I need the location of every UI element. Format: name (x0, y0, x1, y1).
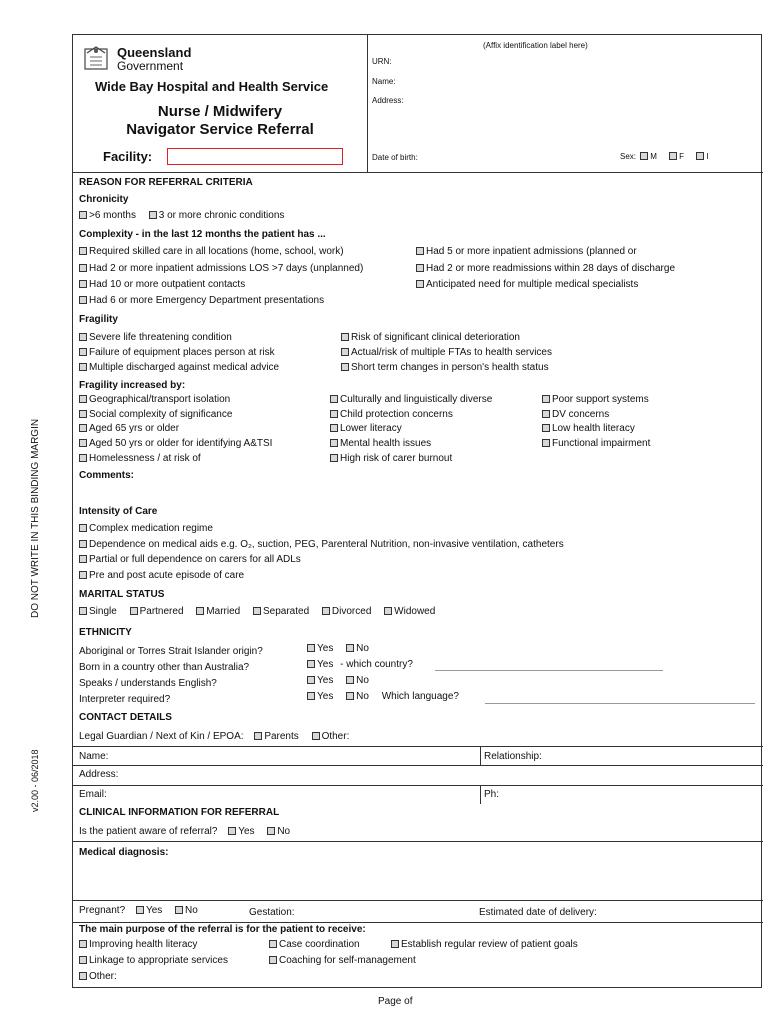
complexity-item (416, 279, 638, 290)
option-label: No (185, 905, 198, 916)
sex-m-checkbox[interactable] (640, 152, 648, 160)
checkbox[interactable] (253, 607, 261, 615)
option-label: High risk of carer burnout (340, 453, 453, 464)
checkbox[interactable] (542, 424, 550, 432)
urn-label: URN: (372, 57, 392, 66)
checkbox[interactable] (196, 607, 204, 615)
fi-item (79, 453, 201, 464)
guardian-row (79, 731, 349, 742)
checkbox[interactable] (79, 348, 87, 356)
option-label: Coaching for self-management (279, 955, 416, 966)
checkbox[interactable] (330, 424, 338, 432)
option-label: Risk of significant clinical deterioration (351, 332, 520, 343)
checkbox[interactable] (416, 280, 424, 288)
checkbox[interactable] (79, 264, 87, 272)
complexity-item (79, 279, 245, 290)
version-label: v2.00 - 06/2018 (30, 749, 40, 812)
q2-answers (307, 659, 413, 670)
queensland-crest-icon (81, 43, 111, 73)
referral-form (72, 34, 762, 988)
option-label: Linkage to appropriate services (89, 955, 228, 966)
checkbox[interactable] (322, 607, 330, 615)
sex-f-label: F (679, 152, 685, 161)
dob-label: Date of birth: (372, 153, 418, 162)
option-label: Separated (262, 606, 310, 617)
option-label: Divorced (331, 606, 372, 617)
checkbox[interactable] (79, 333, 87, 341)
checkbox[interactable] (79, 211, 87, 219)
complexity-item (79, 263, 363, 274)
fi-item (542, 409, 609, 420)
option-label: Social complexity of significance (89, 409, 233, 420)
comments-label: Comments: (79, 470, 135, 481)
fragility-item (79, 347, 275, 358)
checkbox[interactable] (307, 644, 315, 652)
complexity-heading: Complexity - in the last 12 months the patient has ... (79, 229, 326, 240)
purpose-item (79, 971, 117, 982)
checkbox[interactable] (269, 940, 277, 948)
checkbox[interactable] (542, 439, 550, 447)
checkbox[interactable] (330, 454, 338, 462)
option-label: Other: (321, 731, 350, 742)
checkbox[interactable] (391, 940, 399, 948)
option-label: Had 10 or more outpatient contacts (89, 279, 246, 290)
q4-answers (307, 691, 459, 702)
intensity-item (79, 523, 213, 534)
option-label: Yes (317, 691, 334, 702)
intensity-item (79, 570, 244, 581)
option-label: Lower literacy (340, 423, 402, 434)
fragility-heading: Fragility (79, 314, 118, 325)
option-label: Low health literacy (552, 423, 635, 434)
fragility-item (341, 347, 552, 358)
option-label: Case coordination (279, 939, 360, 950)
fi-item (542, 438, 650, 449)
diagnosis-field[interactable] (79, 861, 755, 897)
option-label: Required skilled care in all locations (home, school, work) (89, 246, 344, 257)
chronicity-row (79, 210, 284, 221)
language-line[interactable] (485, 703, 755, 704)
contact-name-label: Name: (79, 751, 109, 762)
sex-i-label: I (706, 152, 709, 161)
complexity-item (416, 246, 637, 257)
option-label: No (356, 675, 369, 686)
comments-field[interactable] (79, 485, 755, 505)
checkbox[interactable] (175, 906, 183, 914)
ethnicity-q3: Speaks / understands English? (79, 678, 217, 689)
aware-label: Is the patient aware of referral? (79, 826, 218, 837)
option-label: Establish regular review of patient goals (401, 939, 578, 950)
checkbox[interactable] (79, 607, 87, 615)
option-label: Actual/risk of multiple FTAs to health services (351, 347, 552, 358)
option-label: No (356, 691, 369, 702)
intensity-item (79, 539, 564, 550)
checkbox[interactable] (416, 247, 424, 255)
reason-title: REASON FOR REFERRAL CRITERIA (79, 177, 253, 188)
name-label: Name: (372, 77, 396, 86)
checkbox[interactable] (542, 395, 550, 403)
address-label: Address: (372, 96, 404, 105)
checkbox[interactable] (79, 424, 87, 432)
fi-item (79, 423, 179, 434)
checkbox[interactable] (341, 363, 349, 371)
fragility-item (341, 332, 520, 343)
option-label: Homelessness / at risk of (89, 453, 201, 464)
intensity-item (79, 554, 301, 565)
fi-item (330, 423, 402, 434)
ethnicity-q4: Interpreter required? (79, 694, 171, 705)
option-label: Had 2 or more readmissions within 28 days of discharge (426, 263, 676, 274)
fragility-item (341, 362, 549, 373)
checkbox[interactable] (330, 439, 338, 447)
option-label: Mental health issues (340, 438, 432, 449)
checkbox[interactable] (228, 827, 236, 835)
option-label: Had 2 or more inpatient admissions LOS >7 days (unplanned) (89, 263, 364, 274)
checkbox[interactable] (346, 692, 354, 700)
sex-f-checkbox[interactable] (669, 152, 677, 160)
option-label: Partnered (139, 606, 184, 617)
checkbox[interactable] (79, 410, 87, 418)
clinical-heading: CLINICAL INFORMATION FOR REFERRAL (79, 807, 280, 818)
option-label: Multiple discharged against medical advice (89, 362, 280, 373)
purpose-item (79, 955, 228, 966)
form-header (73, 35, 763, 173)
option-label: Complex medication regime (89, 523, 213, 534)
q1-answers (307, 643, 369, 654)
fragility-item (79, 362, 279, 373)
checkbox[interactable] (79, 940, 87, 948)
checkbox[interactable] (79, 247, 87, 255)
option-label: Child protection concerns (340, 409, 453, 420)
complexity-item (79, 246, 344, 257)
option-label: Married (206, 606, 241, 617)
purpose-item (79, 939, 197, 950)
which-country-label: - which country? (340, 659, 413, 670)
option-label: Parents (264, 731, 299, 742)
option-label: Failure of equipment places person at risk (89, 347, 275, 358)
complexity-item (416, 263, 675, 274)
checkbox[interactable] (346, 644, 354, 652)
contact-address-label: Address: (79, 769, 119, 780)
fi-item (330, 453, 452, 464)
fi-item (542, 423, 635, 434)
chronicity-heading: Chronicity (79, 194, 129, 205)
contact-heading: CONTACT DETAILS (79, 712, 172, 723)
ethnicity-heading: ETHNICITY (79, 627, 132, 638)
option-label: Yes (317, 643, 334, 654)
option-label: Had 5 or more inpatient admissions (planned or (426, 246, 637, 257)
fi-item (542, 394, 649, 405)
checkbox[interactable] (79, 439, 87, 447)
checkbox[interactable] (307, 660, 315, 668)
option-label: No (277, 826, 291, 837)
edd-label: Estimated date of delivery: (479, 907, 597, 918)
affix-note: (Affix identification label here) (483, 41, 588, 50)
option-label: 3 or more chronic conditions (158, 210, 285, 221)
checkbox[interactable] (79, 524, 87, 532)
country-line[interactable] (435, 670, 663, 671)
option-label: Aged 50 yrs or older for identifying A&TSI (89, 438, 273, 449)
option-label: Functional impairment (552, 438, 651, 449)
option-label: DV concerns (552, 409, 610, 420)
option-label: Poor support systems (552, 394, 649, 405)
option-label: Culturally and linguistically diverse (340, 394, 493, 405)
page-footer: Page of (378, 996, 413, 1007)
option-label: Improving health literacy (89, 939, 198, 950)
checkbox[interactable] (79, 555, 87, 563)
checkbox[interactable] (254, 732, 262, 740)
checkbox[interactable] (79, 540, 87, 548)
option-label: Widowed (394, 606, 436, 617)
option-label: Had 6 or more Emergency Department presentations (89, 295, 325, 306)
checkbox[interactable] (330, 410, 338, 418)
relationship-label: Relationship: (484, 751, 542, 762)
fi-item (330, 438, 431, 449)
option-label: Yes (317, 675, 334, 686)
gestation-label: Gestation: (249, 907, 295, 918)
ethnicity-q2: Born in a country other than Australia? (79, 662, 250, 673)
facility-label: Facility: (103, 149, 153, 164)
option-label: Short term changes in person's health status (351, 362, 549, 373)
marital-options (79, 606, 435, 617)
facility-field[interactable] (167, 148, 343, 165)
option-label: No (356, 643, 369, 654)
checkbox[interactable] (79, 454, 87, 462)
checkbox[interactable] (79, 571, 87, 579)
aware-row (79, 826, 290, 837)
option-label: Partial or full dependence on carers for all ADLs (89, 554, 301, 565)
fi-item (79, 409, 232, 420)
option-label: Aged 65 yrs or older (89, 423, 180, 434)
fragility-increased-heading: Fragility increased by: (79, 380, 186, 391)
checkbox[interactable] (384, 607, 392, 615)
gov-name: Queensland (117, 45, 192, 60)
checkbox[interactable] (307, 676, 315, 684)
checkbox[interactable] (79, 296, 87, 304)
checkbox[interactable] (341, 348, 349, 356)
checkbox[interactable] (416, 264, 424, 272)
purpose-item (391, 939, 578, 950)
option-label: >6 months (89, 210, 136, 221)
pregnancy-row (79, 905, 198, 916)
marital-heading: MARITAL STATUS (79, 589, 165, 600)
fi-item (79, 394, 230, 405)
checkbox[interactable] (79, 956, 87, 964)
checkbox[interactable] (79, 363, 87, 371)
which-language-label: Which language? (381, 691, 459, 702)
option-label: Pre and post acute episode of care (89, 570, 245, 581)
checkbox[interactable] (130, 607, 138, 615)
checkbox[interactable] (79, 972, 87, 980)
fi-item (330, 394, 492, 405)
checkbox[interactable] (149, 211, 157, 219)
checkbox[interactable] (79, 395, 87, 403)
checkbox[interactable] (267, 827, 275, 835)
form-title-line2: Navigator Service Referral (126, 121, 314, 138)
checkbox[interactable] (79, 280, 87, 288)
checkbox[interactable] (136, 906, 144, 914)
fragility-item (79, 332, 232, 343)
checkbox[interactable] (312, 732, 320, 740)
email-label: Email: (79, 789, 107, 800)
option-label: Dependence on medical aids e.g. O₂, suction, PEG, Parenteral Nutrition, non-invasive ventilation, catheters (89, 539, 564, 550)
checkbox[interactable] (341, 333, 349, 341)
option-label: Other: (89, 971, 117, 982)
complexity-item (79, 295, 324, 306)
phone-label: Ph: (484, 789, 500, 800)
fi-item (330, 409, 453, 420)
purpose-heading: The main purpose of the referral is for the patient to receive: (79, 924, 366, 935)
gov-sub: Government (117, 59, 184, 73)
sex-label: Sex: (620, 152, 637, 161)
hhs-name: Wide Bay Hospital and Health Service (95, 79, 329, 94)
checkbox[interactable] (307, 692, 315, 700)
sex-m-label: M (650, 152, 657, 161)
sex-field (620, 152, 709, 161)
checkbox[interactable] (330, 395, 338, 403)
sex-i-checkbox[interactable] (696, 152, 704, 160)
checkbox[interactable] (542, 410, 550, 418)
option-label: Single (89, 606, 117, 617)
ethnicity-q1: Aboriginal or Torres Strait Islander origin? (79, 646, 263, 657)
purpose-item (269, 955, 416, 966)
pregnant-label: Pregnant? (79, 905, 126, 916)
guardian-label: Legal Guardian / Next of Kin / EPOA: (79, 731, 244, 742)
purpose-item (269, 939, 360, 950)
option-label: Anticipated need for multiple medical specialists (426, 279, 639, 290)
fi-item (79, 438, 272, 449)
checkbox[interactable] (346, 676, 354, 684)
option-label: Geographical/transport isolation (89, 394, 231, 405)
option-label: Yes (317, 659, 334, 670)
option-label: Yes (238, 826, 255, 837)
diagnosis-label: Medical diagnosis: (79, 847, 169, 858)
form-title-line1: Nurse / Midwifery (157, 103, 283, 120)
q3-answers (307, 675, 369, 686)
option-label: Severe life threatening condition (89, 332, 232, 343)
intensity-heading: Intensity of Care (79, 506, 158, 517)
binding-margin-note: DO NOT WRITE IN THIS BINDING MARGIN (30, 418, 41, 618)
checkbox[interactable] (269, 956, 277, 964)
option-label: Yes (145, 905, 163, 916)
